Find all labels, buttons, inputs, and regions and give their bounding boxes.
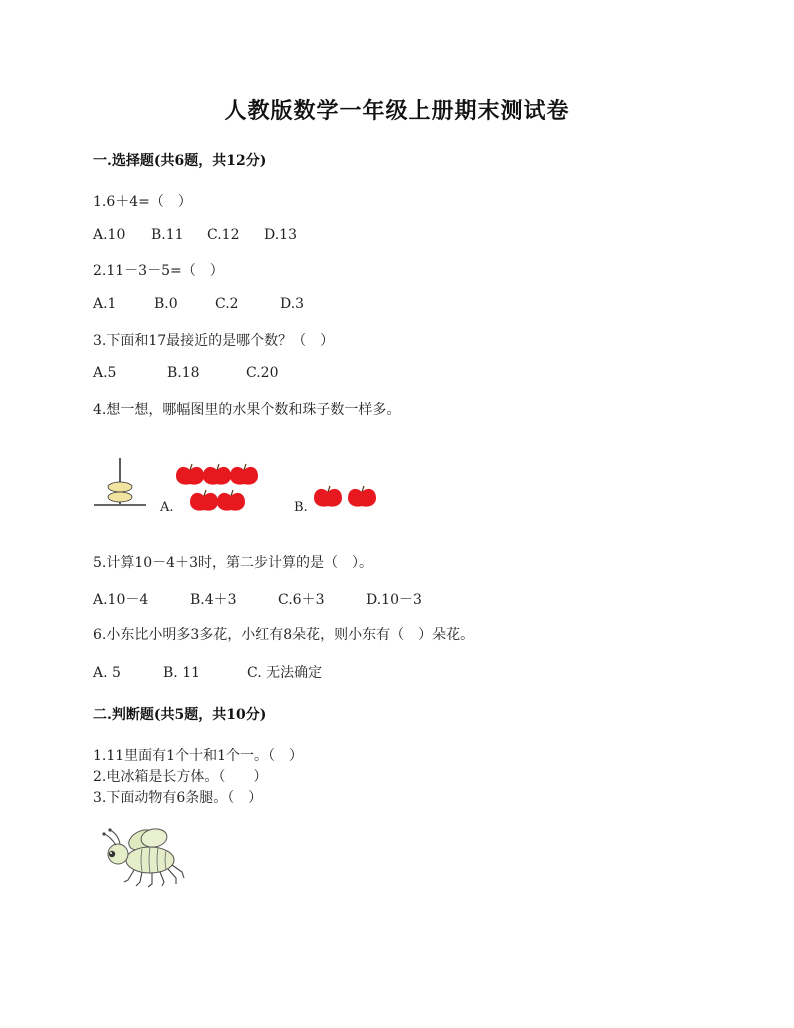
option: D.13 (264, 227, 297, 243)
judgement-3: 3.下面动物有6条腿。（ ） (93, 790, 263, 806)
option-a-label: A. (160, 500, 174, 515)
apple-group-a (174, 462, 258, 514)
insect-icon (96, 824, 188, 890)
option: A. 5 (93, 665, 121, 681)
option: C.2 (215, 296, 239, 312)
apple-group-b (310, 480, 380, 512)
judgement-2: 2.电冰箱是长方体。（ ） (93, 769, 268, 785)
section-title-judgement: 二.判断题(共5题，共10分) (93, 707, 267, 723)
question-2-options (93, 296, 304, 312)
apple-icon (348, 486, 376, 507)
option: D.3 (280, 296, 305, 312)
option: B.18 (167, 365, 200, 381)
question-5: 5.计算10－4＋3时，第二步计算的是（ ）。 (93, 555, 373, 571)
question-4: 4.想一想，哪幅图里的水果个数和珠子数一样多。 (93, 402, 401, 418)
question-6-options (93, 662, 322, 682)
page-title: 人教版数学一年级上册期末测试卷 (224, 98, 570, 124)
option: C. 无法确定 (247, 665, 323, 681)
section-title-choice: 一.选择题(共6题，共12分) (93, 153, 267, 169)
question-3: 3.下面和17最接近的是哪个数？（ ） (93, 333, 335, 349)
question-2: 2.11－3－5=（ ） (93, 263, 224, 279)
abacus-icon (94, 456, 146, 512)
option-b-label: B. (294, 500, 308, 515)
apple-icon (314, 486, 342, 507)
option: A.10－4 (93, 592, 149, 608)
option: A.5 (93, 365, 117, 381)
option: C.6＋3 (278, 592, 325, 608)
apple-icon (190, 490, 218, 511)
option: B.11 (151, 227, 184, 243)
option: C.20 (246, 365, 279, 381)
option: B. 11 (163, 665, 201, 681)
question-3-options (93, 365, 278, 381)
option: B.4＋3 (190, 592, 237, 608)
question-1: 1.6＋4=（ ） (93, 194, 192, 210)
question-1-options (93, 227, 297, 243)
option: A.1 (93, 296, 117, 312)
question-6: 6.小东比小明多3多花，小红有8朵花，则小东有（ ）朵花。 (93, 627, 475, 643)
question-5-options (93, 589, 422, 609)
option: C.12 (207, 227, 240, 243)
option: B.0 (154, 296, 178, 312)
option: D.10－3 (366, 592, 422, 608)
option: A.10 (93, 227, 126, 243)
apple-icon (176, 464, 204, 485)
judgement-1: 1.11里面有1个十和1个一。（ ） (93, 748, 303, 764)
apple-icon (230, 464, 258, 485)
apple-icon (203, 464, 231, 485)
apple-icon (217, 490, 245, 511)
